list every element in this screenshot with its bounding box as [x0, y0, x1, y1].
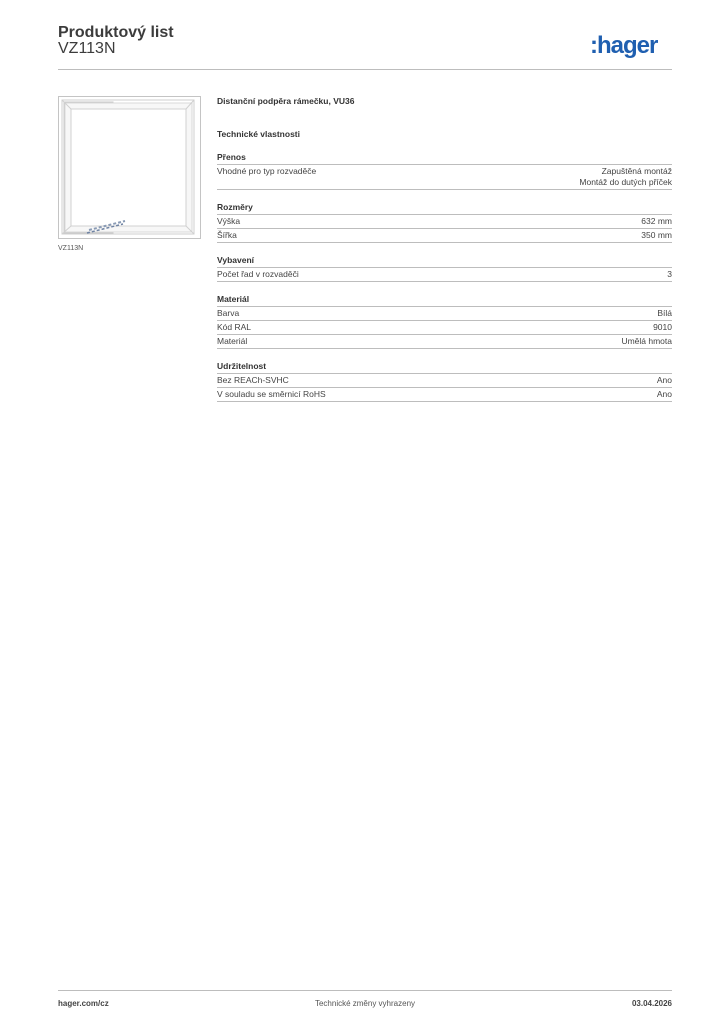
spec-section [217, 294, 672, 349]
document-title: Produktový list [58, 24, 174, 41]
spec-value-line: Montáž do dutých příček [579, 177, 672, 187]
spec-row [217, 165, 672, 190]
spec-section [217, 361, 672, 402]
spec-label: Počet řad v rozvaděči [217, 269, 299, 279]
spec-row [217, 215, 672, 229]
spec-value [667, 269, 672, 280]
technical-heading: Technické vlastnosti [217, 129, 300, 139]
spec-label: Kód RAL [217, 322, 252, 332]
section-title: Vybavení [217, 255, 672, 268]
spec-row [217, 307, 672, 321]
spec-label: Barva [217, 308, 240, 318]
section-title: Materiál [217, 294, 672, 307]
spec-label: Bez REACh-SVHC [217, 375, 289, 385]
spec-row [217, 335, 672, 349]
spec-value-line: 3 [667, 269, 672, 279]
spec-value [657, 308, 672, 319]
spec-label: Šířka [217, 230, 237, 240]
spec-value [621, 336, 672, 347]
product-code: VZ113N [58, 40, 116, 57]
page-footer [58, 990, 672, 1010]
spec-value [657, 389, 672, 400]
frame-illustration [59, 97, 200, 238]
spec-value-line: Ano [656, 375, 672, 385]
spec-value-line: Bílá [657, 308, 672, 318]
spec-value [641, 230, 672, 241]
section-title: Rozměry [217, 202, 672, 215]
footer-date: 03.04.2026 [631, 999, 672, 1008]
spec-value [579, 166, 672, 188]
spec-value [653, 322, 672, 333]
spec-row [217, 374, 672, 388]
section-title: Udržitelnost [217, 361, 672, 374]
spec-value-line: 350 mm [641, 230, 672, 240]
spec-value-line: Zapuštěná montáž [601, 166, 672, 176]
spec-row [217, 229, 672, 243]
spec-value [657, 375, 672, 386]
spec-label: Vhodné pro typ rozvaděče [217, 166, 317, 176]
product-name: Distanční podpěra rámečku, VU36 [217, 96, 355, 106]
spec-label: Výška [217, 216, 241, 226]
spec-content [217, 96, 672, 402]
spec-value-line: 9010 [653, 322, 672, 332]
spec-value-line: Ano [656, 389, 672, 399]
page-header [58, 20, 672, 70]
spec-label: V souladu se směrnicí RoHS [217, 389, 326, 399]
spec-section [217, 152, 672, 190]
product-image [58, 96, 201, 239]
hager-logo-text: :hager [590, 32, 658, 58]
footer-notice: Technické změny vyhrazeny [314, 999, 416, 1008]
image-caption: VZ113N [58, 245, 84, 252]
spec-section [217, 255, 672, 282]
spec-label: Materiál [217, 336, 248, 346]
section-title: Přenos [217, 152, 672, 165]
spec-sections [217, 152, 672, 402]
spec-row [217, 268, 672, 282]
spec-value [641, 216, 672, 227]
spec-value-line: Umělá hmota [621, 336, 672, 346]
spec-section [217, 202, 672, 243]
spec-row [217, 388, 672, 402]
spec-value-line: 632 mm [641, 216, 672, 226]
hager-logo [590, 32, 672, 58]
footer-website[interactable]: hager.com/cz [58, 999, 109, 1008]
spec-row [217, 321, 672, 335]
